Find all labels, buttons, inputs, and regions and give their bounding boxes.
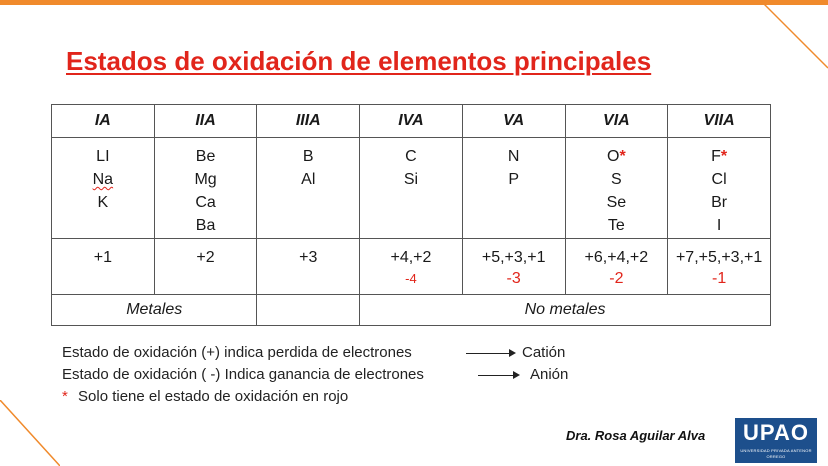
element-symbol-text: Na [92, 171, 114, 188]
header-group-va: VA [462, 105, 565, 138]
positive-states: +4,+2 [390, 249, 432, 266]
legend-result-anion: Anión [530, 366, 569, 383]
states-cell-iia [154, 239, 257, 295]
positive-states: +1 [93, 249, 112, 266]
positive-states: +5,+3,+1 [481, 249, 546, 266]
states-cell-iiia [257, 239, 360, 295]
element-symbol: Se [606, 194, 627, 211]
arrow-right-icon [478, 375, 518, 376]
legend-line-cation [62, 344, 566, 361]
positive-states: +2 [196, 249, 215, 266]
element-symbol: S [611, 171, 622, 188]
elements-cell-iiia [257, 138, 360, 239]
element-symbol-text: F [711, 148, 721, 165]
element-symbol: Be [195, 148, 216, 165]
arrow-right-icon [466, 353, 514, 354]
elements-cell-via [565, 138, 668, 239]
legend-note [62, 388, 348, 405]
element-symbol: Ba [195, 217, 216, 234]
element-symbol: P [508, 171, 519, 188]
element-symbol: K [97, 194, 109, 211]
nonmetals-label: No metales [360, 295, 771, 326]
header-group-ia: IA [52, 105, 155, 138]
decorative-corner-top-right [760, 0, 828, 70]
negative-state: -3 [506, 270, 521, 287]
red-asterisk-marker: * [720, 148, 728, 165]
empty-classification-cell [257, 295, 360, 326]
header-group-iva: IVA [360, 105, 463, 138]
legend-line-anion [62, 366, 569, 383]
elements-cell-ia [52, 138, 155, 239]
element-symbol: Al [301, 171, 316, 188]
header-group-iia: IIA [154, 105, 257, 138]
states-cell-via [565, 239, 668, 295]
element-symbol: B [302, 148, 314, 165]
element-symbol [52, 168, 154, 191]
logo-brand-text: UPAO [743, 420, 809, 445]
header-group-via: VIA [565, 105, 668, 138]
legend-note-text: Solo tiene el estado de oxidación en rojo [78, 388, 349, 405]
metals-label: Metales [52, 295, 257, 326]
states-cell-iva [360, 239, 463, 295]
elements-cell-viia [668, 138, 771, 239]
header-group-viia: VIIA [668, 105, 771, 138]
elements-cell-va [462, 138, 565, 239]
header-group-iiia: IIIA [257, 105, 360, 138]
negative-state: -2 [609, 270, 624, 287]
top-accent-bar [0, 0, 828, 5]
element-symbol: Te [607, 217, 625, 234]
legend-text: Estado de oxidación ( -) Indica ganancia de electrones [62, 366, 424, 383]
negative-state: -4 [405, 271, 417, 286]
positive-states: +3 [299, 249, 318, 266]
red-asterisk-marker: * [62, 388, 68, 405]
decorative-corner-bottom-left [0, 400, 60, 466]
oxidation-states-row [52, 239, 771, 295]
element-symbol: N [507, 148, 520, 165]
elements-cell-iia [154, 138, 257, 239]
element-symbol: Cl [711, 171, 727, 188]
classification-row [52, 295, 771, 326]
table-header-row [52, 105, 771, 138]
element-symbol: Si [403, 171, 419, 188]
elements-cell-iva [360, 138, 463, 239]
states-cell-viia [668, 239, 771, 295]
page-title: Estados de oxidación de elementos principales [66, 46, 652, 76]
author-name: Dra. Rosa Aguilar Alva [566, 428, 706, 443]
element-symbol: I [716, 217, 722, 234]
element-symbol: LI [96, 148, 110, 165]
legend-text: Estado de oxidación (+) indica perdida de electrones [62, 344, 412, 361]
states-cell-va [462, 239, 565, 295]
element-symbol: Br [711, 194, 728, 211]
element-symbol [566, 145, 668, 168]
elements-row [52, 138, 771, 239]
legend-result-cation: Catión [522, 344, 566, 361]
positive-states: +7,+5,+3,+1 [675, 249, 763, 266]
element-symbol: C [405, 148, 417, 165]
oxidation-states-table [51, 104, 771, 326]
element-symbol-text: O [607, 148, 620, 165]
element-symbol: Mg [194, 171, 217, 188]
positive-states: +6,+4,+2 [584, 249, 649, 266]
element-symbol [668, 145, 770, 168]
upao-logo [735, 418, 817, 463]
states-cell-ia [52, 239, 155, 295]
element-symbol: Ca [195, 194, 216, 211]
logo-subtitle: UNIVERSIDAD PRIVADA ANTENOR ORREGO [740, 448, 812, 459]
red-asterisk-marker: * [619, 148, 626, 165]
negative-state: -1 [711, 270, 727, 287]
